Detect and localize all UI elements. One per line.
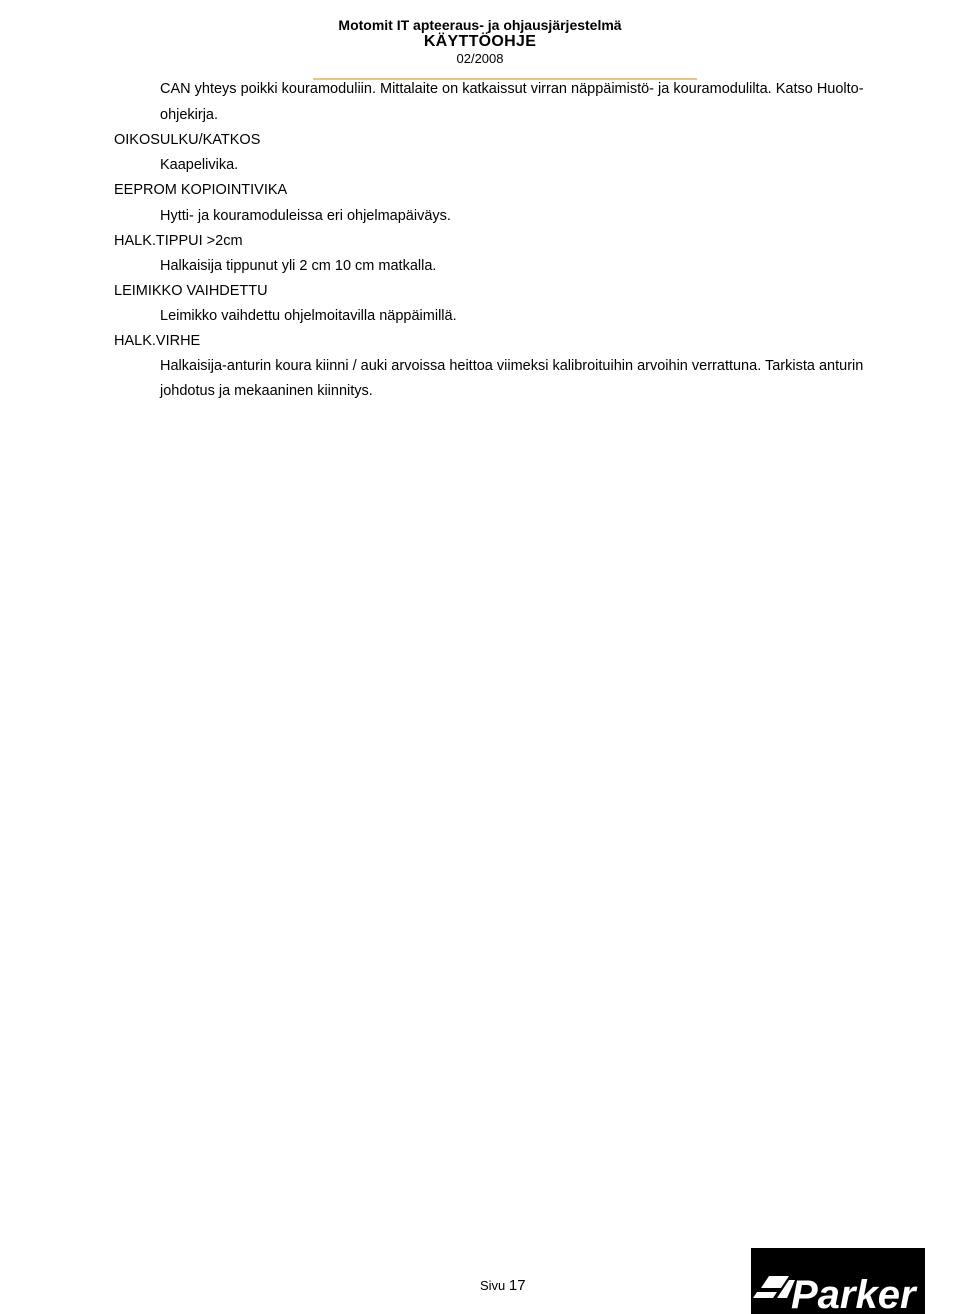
- description-line: Leimikko vaihdettu ohjelmoitavilla näppäimillä.: [160, 308, 457, 324]
- header-document-title: KÄYTTÖOHJE: [423, 33, 537, 50]
- description-line: Kaapelivika.: [160, 157, 239, 173]
- page-label: Sivu: [480, 1278, 506, 1293]
- description-line: ohjekirja.: [160, 107, 219, 123]
- description-line: Halkaisija tippunut yli 2 cm 10 cm matkalla.: [160, 258, 437, 274]
- error-term: LEIMIKKO VAIHDETTU: [114, 283, 268, 299]
- parker-logo-icon: [751, 1248, 925, 1314]
- header-company-title: Motomit IT apteeraus- ja ohjausjärjestelmä: [338, 17, 622, 33]
- description-line: Halkaisija-anturin koura kiinni / auki arvoissa heittoa viimeksi kalibroituihin arvoihin verrattuna. Tarkista anturin: [160, 358, 864, 374]
- description-line: johdotus ja mekaaninen kiinnitys.: [160, 383, 373, 399]
- error-term: HALK.TIPPUI >2cm: [114, 233, 243, 249]
- page-number: [480, 1277, 526, 1295]
- error-term: OIKOSULKU/KATKOS: [114, 132, 261, 148]
- error-term: EEPROM KOPIOINTIVIKA: [114, 182, 288, 198]
- page-number-value: 17: [508, 1277, 526, 1294]
- header-date: 02/2008: [456, 51, 504, 66]
- description-line: CAN yhteys poikki kouramoduliin. Mittalaite on katkaissut virran näppäimistö- ja kouramodulilta. Katso Huolto-: [160, 81, 864, 97]
- description-line: Hytti- ja kouramoduleissa eri ohjelmapäiväys.: [160, 208, 451, 224]
- logo-wordmark: Parker: [791, 1273, 916, 1314]
- error-term: HALK.VIRHE: [114, 333, 201, 349]
- parker-logo: [751, 1248, 925, 1314]
